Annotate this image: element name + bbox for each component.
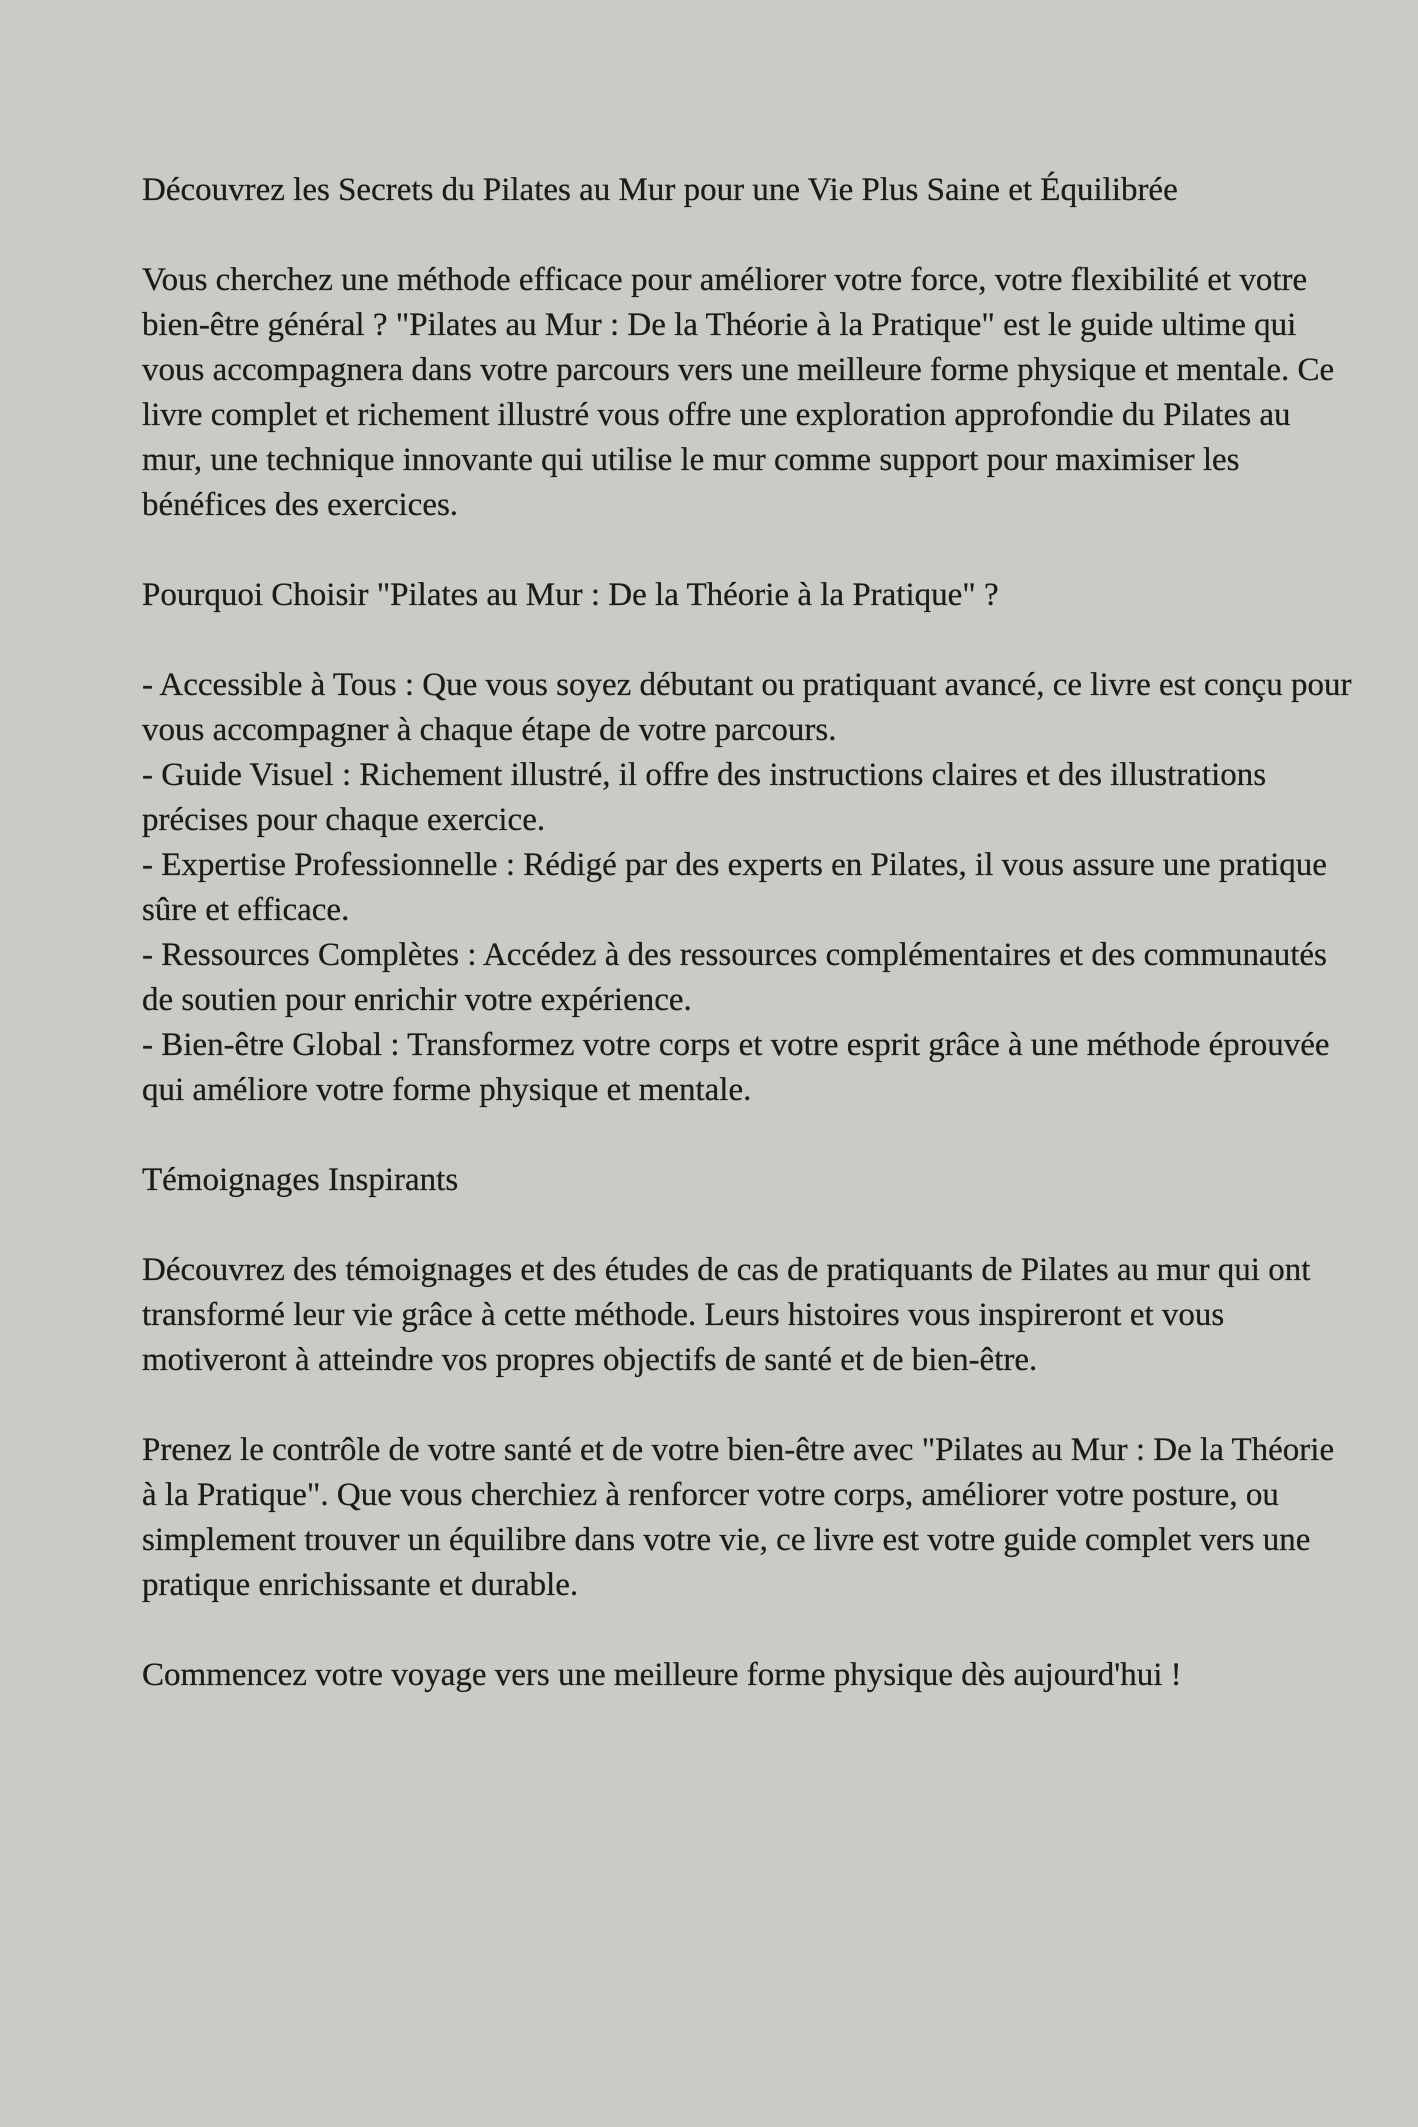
document-body: [142, 168, 1352, 1698]
benefit-wellbeing: - Bien-être Global : Transformez votre corps et votre esprit grâce à une méthode éprouvée qui améliore votre forme physique et mentale.: [142, 1027, 1330, 1108]
benefit-expertise: - Expertise Professionnelle : Rédigé par des experts en Pilates, il vous assure une pratique sûre et efficace.: [142, 847, 1327, 928]
benefit-resources: - Ressources Complètes : Accédez à des ressources complémentaires et des communautés de soutien pour enrichir votre expérience.: [142, 937, 1327, 1018]
benefits-list: [142, 663, 1352, 1113]
closing-line: Commencez votre voyage vers une meilleure forme physique dès aujourd'hui !: [142, 1657, 1182, 1693]
why-heading: Pourquoi Choisir "Pilates au Mur : De la Théorie à la Pratique" ?: [142, 577, 999, 613]
benefit-visual-guide: - Guide Visuel : Richement illustré, il offre des instructions claires et des illustrations précises pour chaque exercice.: [142, 757, 1267, 838]
benefit-accessible: - Accessible à Tous : Que vous soyez débutant ou pratiquant avancé, ce livre est conçu pour vous accompagner à chaque étape de votre parcours.: [142, 667, 1352, 748]
testimonials-heading: Témoignages Inspirants: [142, 1162, 459, 1198]
document-title: Découvrez les Secrets du Pilates au Mur pour une Vie Plus Saine et Équilibrée: [142, 172, 1178, 208]
testimonials-paragraph: Découvrez des témoignages et des études de cas de pratiquants de Pilates au mur qui ont transformé leur vie grâce à cette méthode. Leurs histoires vous inspireront et vous motiveront à atteindre vos propres objectifs de santé et de bien-être.: [142, 1252, 1311, 1378]
call-to-action-paragraph: Prenez le contrôle de votre santé et de votre bien-être avec "Pilates au Mur : De la Théorie à la Pratique". Que vous cherchiez à renforcer votre corps, améliorer votre posture, ou simplement trouver un équilibre dans votre vie, ce livre est votre guide complet vers une pratique enrichissante et durable.: [142, 1432, 1335, 1603]
intro-paragraph: Vous cherchez une méthode efficace pour améliorer votre force, votre flexibilité et votre bien-être général ? "Pilates au Mur : De la Théorie à la Pratique" est le guide ultime qui vous accompagnera dans votre parcours vers une meilleure forme physique et mentale. Ce livre complet et richement illustré vous offre une exploration approfondie du Pilates au mur, une technique innovante qui utilise le mur comme support pour maximiser les bénéfices des exercices.: [142, 262, 1335, 523]
